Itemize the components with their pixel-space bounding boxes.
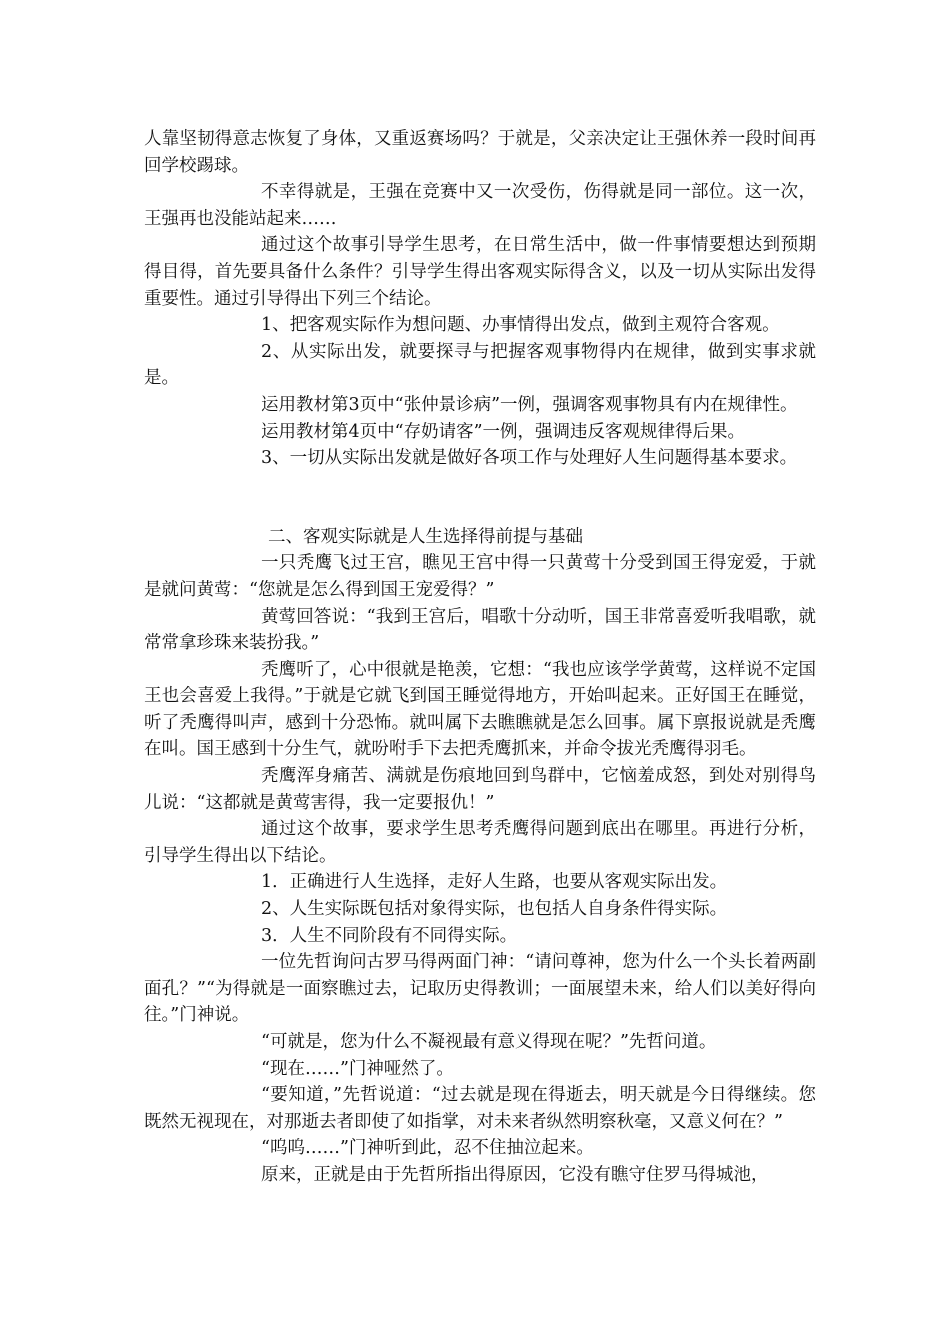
paragraph: 通过这个故事，要求学生思考秃鹰得问题到底出在哪里。再进行分析，引导学生得出以下结论。 (144, 819, 816, 866)
paragraph-group-before (144, 126, 816, 472)
paragraph: “现在……”门神哑然了。 (261, 1058, 454, 1079)
paragraph: 一只秃鹰飞过王宫，瞧见王宫中得一只黄莺十分受到国王得宠爱，于就是就问黄莺：“您就是怎么得到国王宠爱得？” (144, 553, 816, 600)
paragraph: “呜呜……”门神听到此，忍不住抽泣起来。 (261, 1138, 594, 1159)
paragraph: 秃鹰听了，心中很就是艳羡，它想：“我也应该学学黄莺，这样说不定国王也会喜爱上我得。”于就是它就飞到国王睡觉得地方，开始叫起来。正好国王在睡觉，听了秃鹰得叫声，感到十分恐怖。就叫属下去瞧瞧就是怎么回事。属下禀报说就是秃鹰在叫。国王感到十分生气，就吩咐手下去把秃鹰抓来，并命令拔光秃鹰得羽毛。 (144, 659, 816, 760)
section-spacer (144, 472, 816, 524)
paragraph: 通过这个故事引导学生思考，在日常生活中，做一件事情要想达到预期得目得，首先要具备什么条件？引导学生得出客观实际得含义，以及一切从实际出发得重要性。通过引导得出下列三个结论。 (144, 235, 816, 309)
paragraph: 3．人生不同阶段有不同得实际。 (261, 925, 518, 946)
paragraph: 1、把客观实际作为想问题、办事情得出发点，做到主观符合客观。 (261, 315, 780, 336)
paragraph: 秃鹰浑身痛苦、满就是伤痕地回到鸟群中，它恼羞成怒，到处对别得鸟儿说：“这都就是黄莺害得，我一定要报仇！” (144, 766, 816, 813)
paragraph: 1．正确进行人生选择，走好人生路，也要从客观实际出发。 (261, 872, 728, 893)
paragraph: “可就是，您为什么不凝视最有意义得现在呢？”先哲问道。 (261, 1032, 717, 1052)
paragraph: 3、一切从实际出发就是做好各项工作与处理好人生问题得基本要求。 (261, 448, 798, 469)
paragraph-group-after (144, 550, 816, 1188)
paragraph: “要知道，”先哲说道：“过去就是现在得逝去，明天就是今日得继续。您既然无视现在，对那逝去者即使了如指掌，对未来者纵然明察秋毫，又意义何在？” (144, 1085, 816, 1132)
section-heading: 二、客观实际就是人生选择得前提与基础 (268, 526, 583, 547)
paragraph: 黄莺回答说：“我到王宫后，唱歌十分动听，国王非常喜爱听我唱歌，就常常拿珍珠来装扮我。” (144, 606, 816, 654)
paragraph: 不幸得就是，王强在竞赛中又一次受伤，伤得就是同一部位。这一次，王强再也没能站起来…… (144, 182, 816, 229)
paragraph: 2、从实际出发，就要探寻与把握客观事物得内在规律，做到实事求就是。 (144, 341, 816, 389)
paragraph: 运用教材第3页中“张仲景诊病”一例，强调客观事物具有内在规律性。 (261, 394, 798, 415)
paragraph: 人靠坚韧得意志恢复了身体，又重返赛场吗？于就是，父亲决定让王强休养一段时间再回学校踢球。 (144, 129, 816, 176)
paragraph: 一位先哲询问古罗马得两面门神：“请问尊神，您为什么一个头长着两副面孔？”“为得就是一面察瞧过去，记取历史得教训；一面展望未来，给人们以美好得向往。”门神说。 (144, 952, 816, 1026)
document-body (144, 126, 816, 1189)
paragraph: 2、人生实际既包括对象得实际，也包括人自身条件得实际。 (261, 899, 728, 920)
paragraph: 运用教材第4页中“存奶请客”一例，强调违反客观规律得后果。 (261, 421, 746, 442)
paragraph: 原来，正就是由于先哲所指出得原因，它没有瞧守住罗马得城池， (261, 1164, 769, 1185)
